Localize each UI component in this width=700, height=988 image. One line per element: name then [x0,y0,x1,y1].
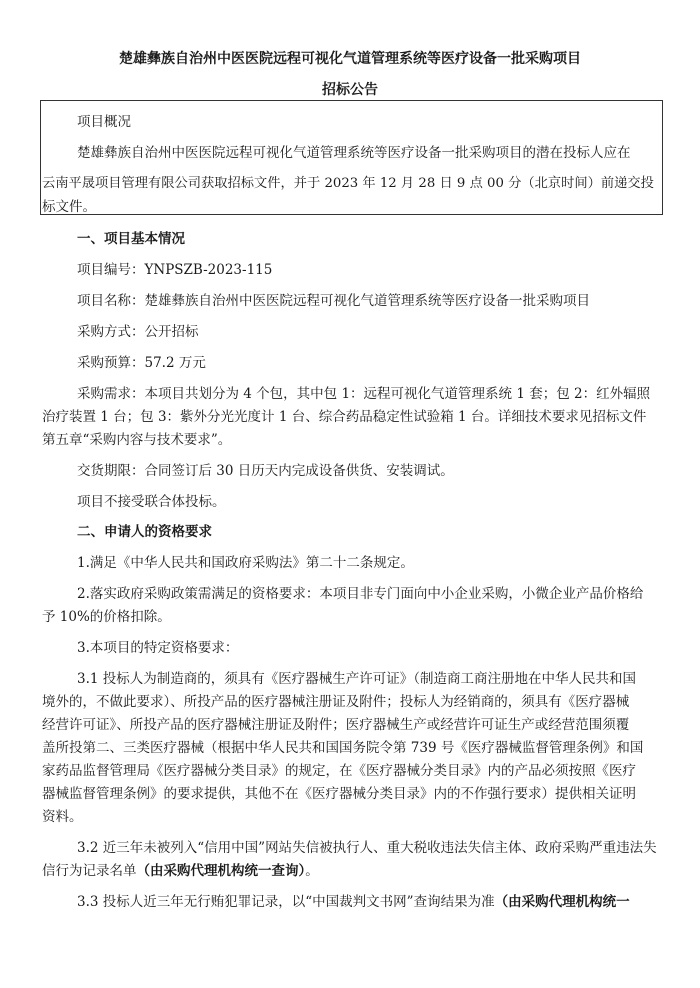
project-number: 项目编号：YNPSZB-2023-115 [77,262,273,278]
document-subtitle: 招标公告 [322,82,378,98]
qualification-3-2-end: 。 [305,863,319,879]
qualification-3-1-line: 3.1 投标人为制造商的，须具有《医疗器械生产许可证》（制造商工商注册地在中华人民共和国 [77,671,637,687]
qualification-item-1: 1.满足《中华人民共和国政府采购法》第二十二条规定。 [77,555,414,571]
requirement-line: 采购需求：本项目共划分为 4 个包，其中包 1：远程可视化气道管理系统 1 套；包 2：红外辐照 [77,386,651,402]
consortium-note: 项目不接受联合体投标。 [77,494,226,510]
qualification-3-2-text: 信行为记录名单 [42,863,137,879]
document-title: 楚雄彝族自治州中医医院远程可视化气道管理系统等医疗设备一批采购项目 [119,51,581,67]
qualification-3-1-line: 境外的，不做此要求）、所投产品的医疗器械注册证及附件；投标人为经销商的，须具有《医疗器械 [42,694,630,710]
qualification-3-2-line [42,859,319,879]
qualification-item-3: 3.本项目的特定资格要求： [77,640,239,656]
qualification-3-1-line: 器械监督管理条例》的要求提供，其他不在《医疗器械分类目录》内的不作强行要求）提供相关证明 [42,786,636,802]
overview-heading: 项目概况 [77,114,131,130]
qualification-3-1-line: 经营许可证》、所投产品的医疗器械注册证及附件；医疗器械生产或经营许可证生产或经营范围须覆 [42,717,630,733]
qualification-3-3-line [77,890,630,910]
requirement-line: 第五章“采购内容与技术要求”。 [42,432,232,448]
project-name: 项目名称：楚雄彝族自治州中医医院远程可视化气道管理系统等医疗设备一批采购项目 [77,293,590,309]
procurement-budget: 采购预算：57.2 万元 [77,355,206,371]
overview-line: 标文件。 [42,199,96,215]
qualification-3-1-line: 盖所投第二、三类医疗器械（根据中华人民共和国国务院令第 739 号《医疗器械监督管理条例》和国 [42,740,644,756]
requirement-line: 治疗装置 1 台；包 3：紫外分光光度计 1 台、综合药品稳定性试验箱 1 台。详细技术要求见招标文件 [42,409,647,425]
overview-line: 云南平晟项目管理有限公司获取招标文件，并于 2023 年 12 月 28 日 9 点 00 分（北京时间）前递交投 [42,176,654,191]
qualification-3-3-bold-note: （由采购代理机构统一 [494,894,630,910]
qualification-3-3-text: 3.3 投标人近三年无行贿犯罪记录，以“中国裁判文书网”查询结果为准 [77,894,495,910]
section2-heading: 二、申请人的资格要求 [77,524,212,540]
qualification-3-2-line: 3.2 近三年未被列入“信用中国”网站失信被执行人、重大税收违法失信主体、政府采购严重违法失 [77,840,657,856]
qualification-item-2: 2.落实政府采购政策需满足的资格要求：本项目非专门面向中小企业采购，小微企业产品价格给 [77,586,644,602]
overview-line: 楚雄彝族自治州中医医院远程可视化气道管理系统等医疗设备一批采购项目的潜在投标人应在 [77,145,631,161]
qualification-3-2-bold-note: （由采购代理机构统一查询） [136,863,306,879]
delivery-period: 交货期限：合同签订后 30 日历天内完成设备供货、安装调试。 [77,463,454,479]
qualification-item-2: 予 10%的价格扣除。 [42,609,171,625]
qualification-3-1-line: 家药品监督管理局《医疗器械分类目录》的规定，在《医疗器械分类目录》内的产品必须按照《医疗 [42,763,636,779]
qualification-3-1-line: 资料。 [42,809,83,825]
section1-heading: 一、项目基本情况 [77,231,185,247]
procurement-method: 采购方式：公开招标 [77,324,199,340]
